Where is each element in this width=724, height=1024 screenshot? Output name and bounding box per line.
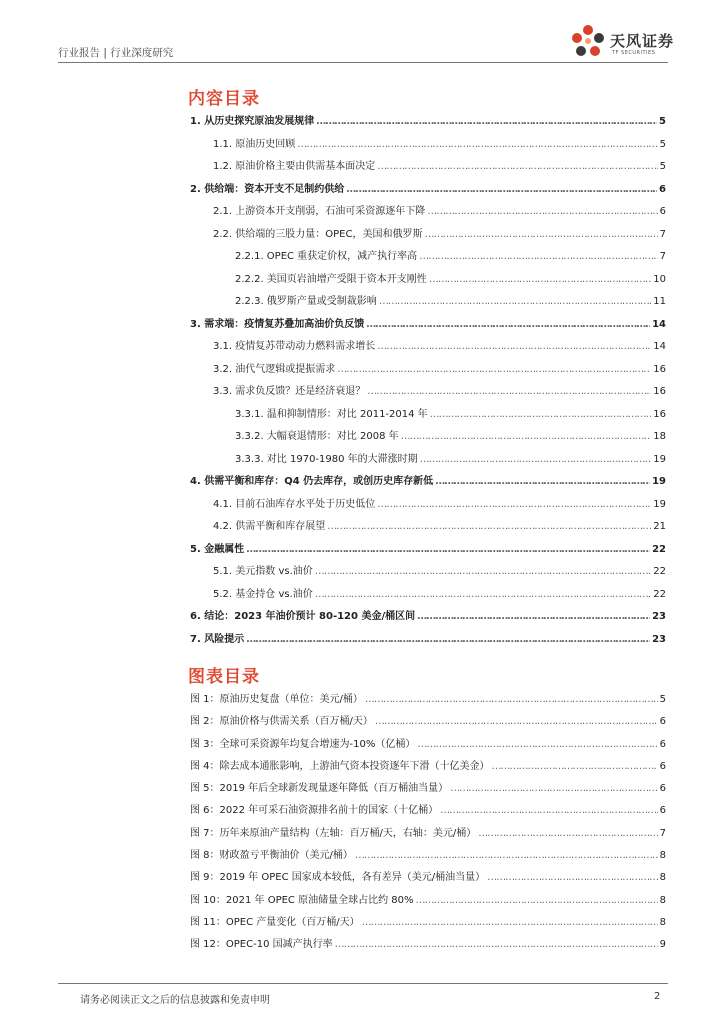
figure-entry[interactable] (190, 868, 666, 890)
entry-label: 图 6：2022 年可采石油资源排名前十的国家（十亿桶） (190, 805, 439, 817)
entry-label: 2.2. 供给端的三股力量：OPEC，美国和俄罗斯 (213, 228, 423, 240)
entry-page-number: 18 (653, 431, 666, 442)
entry-page-number: 8 (659, 872, 666, 884)
entry-label: 图 9：2019 年 OPEC 国家成本较低，各有差异（美元/桶油当量） (190, 872, 486, 884)
figure-entry[interactable] (190, 712, 666, 734)
entry-label: 图 2：原油价格与供需关系（百万桶/天） (190, 716, 373, 728)
figure-entry[interactable] (190, 690, 666, 712)
entry-label: 4.1. 目前石油库存水平处于历史低位 (213, 498, 376, 510)
entry-page-number: 11 (653, 296, 666, 307)
toc-entry[interactable] (190, 540, 666, 563)
figure-entry[interactable] (190, 735, 666, 757)
entry-label: 7. 风险提示 (190, 633, 245, 645)
entry-page-number: 21 (653, 521, 666, 532)
dot-leader (246, 634, 650, 645)
dot-leader (427, 206, 657, 217)
toc-entry[interactable] (190, 607, 666, 630)
entry-page-number: 19 (653, 453, 666, 465)
dot-leader (246, 544, 650, 555)
entry-page-number: 8 (659, 850, 666, 862)
entry-label: 图 3：全球可采资源年均复合增速为-10%（亿桶） (190, 738, 416, 750)
brand-logo (568, 22, 678, 62)
entry-label: 1. 从历史探究原油发展规律 (190, 116, 315, 127)
entry-page-number: 23 (652, 633, 666, 645)
toc-entry[interactable] (190, 585, 666, 608)
entry-label: 5.2. 基金持仓 vs.油价 (213, 588, 313, 600)
toc-entry[interactable] (190, 360, 666, 383)
entry-page-number: 19 (653, 498, 666, 510)
dot-leader (316, 116, 657, 127)
dot-leader (315, 589, 652, 600)
toc-entry[interactable] (190, 517, 666, 540)
dot-leader (366, 319, 650, 330)
entry-page-number: 9 (659, 939, 666, 951)
entry-page-number: 6 (659, 783, 666, 795)
figure-entry[interactable] (190, 757, 666, 779)
entry-page-number: 16 (653, 408, 666, 420)
entry-page-number: 22 (653, 588, 666, 600)
entry-label: 6. 结论：2023 年油价预计 80-120 美金/桶区间 (190, 611, 416, 622)
figure-list (190, 690, 666, 958)
footer-disclaimer: 请务必阅读正文之后的信息披露和免责申明 (80, 995, 270, 1006)
dot-leader (367, 386, 651, 397)
toc-entry[interactable] (190, 337, 666, 360)
entry-page-number: 14 (653, 341, 666, 352)
entry-label: 2.1. 上游资本开支削弱，石油可采资源逐年下降 (213, 206, 426, 217)
entry-page-number: 22 (653, 566, 666, 577)
toc-entry[interactable] (190, 562, 666, 585)
entry-page-number: 8 (659, 894, 666, 906)
dot-leader (337, 364, 651, 375)
toc-entry[interactable] (190, 315, 666, 338)
flower-logo-icon (568, 22, 608, 62)
entry-page-number: 16 (653, 386, 666, 397)
entry-label: 图 12：OPEC-10 国减产执行率 (190, 939, 333, 951)
entry-label: 3.3.3. 对比 1970-1980 年的大滞涨时期 (235, 453, 418, 465)
footer-divider (58, 983, 668, 984)
toc-entry[interactable] (190, 630, 666, 653)
entry-page-number: 19 (652, 476, 666, 487)
entry-label: 2.2.1. OPEC 重获定价权，减产执行率高 (235, 251, 418, 262)
brand-name-en: TF SECURITIES (612, 50, 656, 56)
entry-label: 图 11：OPEC 产量变化（百万桶/天） (190, 916, 360, 928)
dot-leader (377, 161, 657, 172)
toc-entry[interactable] (190, 135, 666, 158)
dot-leader (429, 274, 651, 285)
dot-leader (417, 739, 657, 750)
entry-page-number: 7 (659, 228, 666, 240)
entry-page-number: 7 (659, 251, 666, 262)
entry-page-number: 6 (659, 183, 666, 195)
entry-label: 1.1. 原油历史回顾 (213, 138, 296, 150)
page-header (0, 0, 724, 70)
dot-leader (379, 296, 651, 307)
entry-label: 4. 供需平衡和库存：Q4 仍去库存，或创历史库存新低 (190, 476, 434, 487)
entry-label: 图 10：2021 年 OPEC 原油储量全球占比约 80% (190, 894, 414, 906)
entry-label: 5. 金融属性 (190, 543, 245, 555)
dot-leader (401, 431, 652, 442)
dot-leader (430, 409, 652, 420)
entry-label: 3.3. 需求负反馈？还是经济衰退？ (213, 386, 366, 397)
entry-label: 图 4：除去成本通胀影响，上游油气资本投资逐年下滑（十亿美金） (190, 760, 490, 772)
entry-label: 3.1. 疫情复苏带动动力燃料需求增长 (213, 341, 376, 352)
dot-leader (327, 521, 651, 532)
entry-page-number: 6 (659, 716, 666, 728)
entry-page-number: 22 (652, 543, 666, 555)
entry-label: 1.2. 原油价格主要由供需基本面决定 (213, 161, 376, 172)
entry-label: 3.3.2. 大幅衰退情形：对比 2008 年 (235, 431, 399, 442)
dot-leader (377, 499, 651, 510)
dot-leader (450, 783, 657, 794)
dot-leader (440, 805, 657, 816)
entry-page-number: 8 (659, 916, 666, 928)
dot-leader (362, 917, 658, 928)
toc-entry[interactable] (190, 157, 666, 180)
dot-leader (424, 229, 657, 240)
dot-leader (315, 566, 652, 577)
figure-entry[interactable] (190, 891, 666, 913)
entry-label: 图 8：财政盈亏平衡油价（美元/桶） (190, 850, 353, 862)
toc-entry[interactable] (190, 247, 666, 270)
dot-leader (487, 872, 658, 883)
entry-page-number: 5 (659, 161, 666, 172)
entry-label: 2.2.2. 美国页岩油增产受限于资本开支刚性 (235, 273, 427, 285)
toc-entry[interactable] (190, 427, 666, 450)
dot-leader (346, 184, 657, 195)
entry-page-number: 5 (659, 138, 666, 150)
toc-entry[interactable] (190, 225, 666, 248)
toc-entry[interactable] (190, 180, 666, 203)
entry-page-number: 6 (659, 206, 666, 217)
figure-entry[interactable] (190, 846, 666, 868)
toc-entry[interactable] (190, 405, 666, 428)
figure-entry[interactable] (190, 779, 666, 801)
toc-entry[interactable] (190, 450, 666, 473)
figure-entry[interactable] (190, 913, 666, 935)
entry-label: 4.2. 供需平衡和库存展望 (213, 521, 326, 532)
entry-label: 2. 供给端：资本开支不足制约供给 (190, 183, 345, 195)
entry-page-number: 6 (659, 760, 666, 772)
header-divider (58, 62, 668, 63)
entry-label: 图 5：2019 年后全球新发现量逐年降低（百万桶油当量） (190, 783, 449, 795)
dot-leader (365, 694, 658, 705)
entry-label: 5.1. 美元指数 vs.油价 (213, 566, 313, 577)
figure-entry[interactable] (190, 824, 666, 846)
dot-leader (417, 611, 650, 622)
dot-leader (420, 454, 652, 465)
dot-leader (419, 251, 657, 262)
entry-page-number: 5 (659, 694, 666, 705)
toc-list (190, 112, 666, 652)
toc-entry[interactable] (190, 382, 666, 405)
entry-label: 2.2.3. 俄罗斯产量或受制裁影响 (235, 296, 377, 307)
dot-leader (375, 716, 658, 727)
entry-page-number: 7 (659, 827, 666, 839)
entry-label: 3.2. 油代气逻辑或提振需求 (213, 363, 336, 375)
page-number: 2 (654, 991, 661, 1002)
toc-title: 内容目录 (188, 89, 260, 109)
toc-entry[interactable] (190, 292, 666, 315)
dot-leader (416, 895, 658, 906)
toc-entry[interactable] (190, 112, 666, 135)
report-category: 行业报告 | 行业深度研究 (58, 47, 174, 59)
dot-leader (435, 476, 650, 487)
brand-name-cn: 天风证券 (610, 32, 675, 50)
entry-page-number: 6 (659, 805, 666, 817)
dot-leader (478, 828, 657, 839)
dot-leader (492, 761, 658, 772)
dot-leader (335, 939, 658, 950)
figure-entry[interactable] (190, 801, 666, 823)
entry-page-number: 16 (653, 363, 666, 375)
dot-leader (355, 850, 658, 861)
entry-page-number: 23 (652, 611, 666, 622)
figure-list-title: 图表目录 (188, 667, 260, 687)
entry-page-number: 6 (659, 738, 666, 750)
toc-entry[interactable] (190, 495, 666, 518)
entry-label: 图 1：原油历史复盘（单位：美元/桶） (190, 694, 363, 705)
toc-entry[interactable] (190, 270, 666, 293)
toc-entry[interactable] (190, 202, 666, 225)
entry-page-number: 5 (659, 116, 666, 127)
dot-leader (377, 341, 651, 352)
toc-entry[interactable] (190, 472, 666, 495)
entry-label: 图 7：历年来原油产量结构（左轴：百万桶/天，右轴：美元/桶） (190, 827, 477, 839)
figure-entry[interactable] (190, 935, 666, 957)
dot-leader (297, 139, 657, 150)
entry-page-number: 14 (652, 318, 666, 330)
entry-label: 3.3.1. 温和抑制情形：对比 2011-2014 年 (235, 408, 428, 420)
entry-label: 3. 需求端：疫情复苏叠加高油价负反馈 (190, 318, 365, 330)
entry-page-number: 10 (653, 273, 666, 285)
